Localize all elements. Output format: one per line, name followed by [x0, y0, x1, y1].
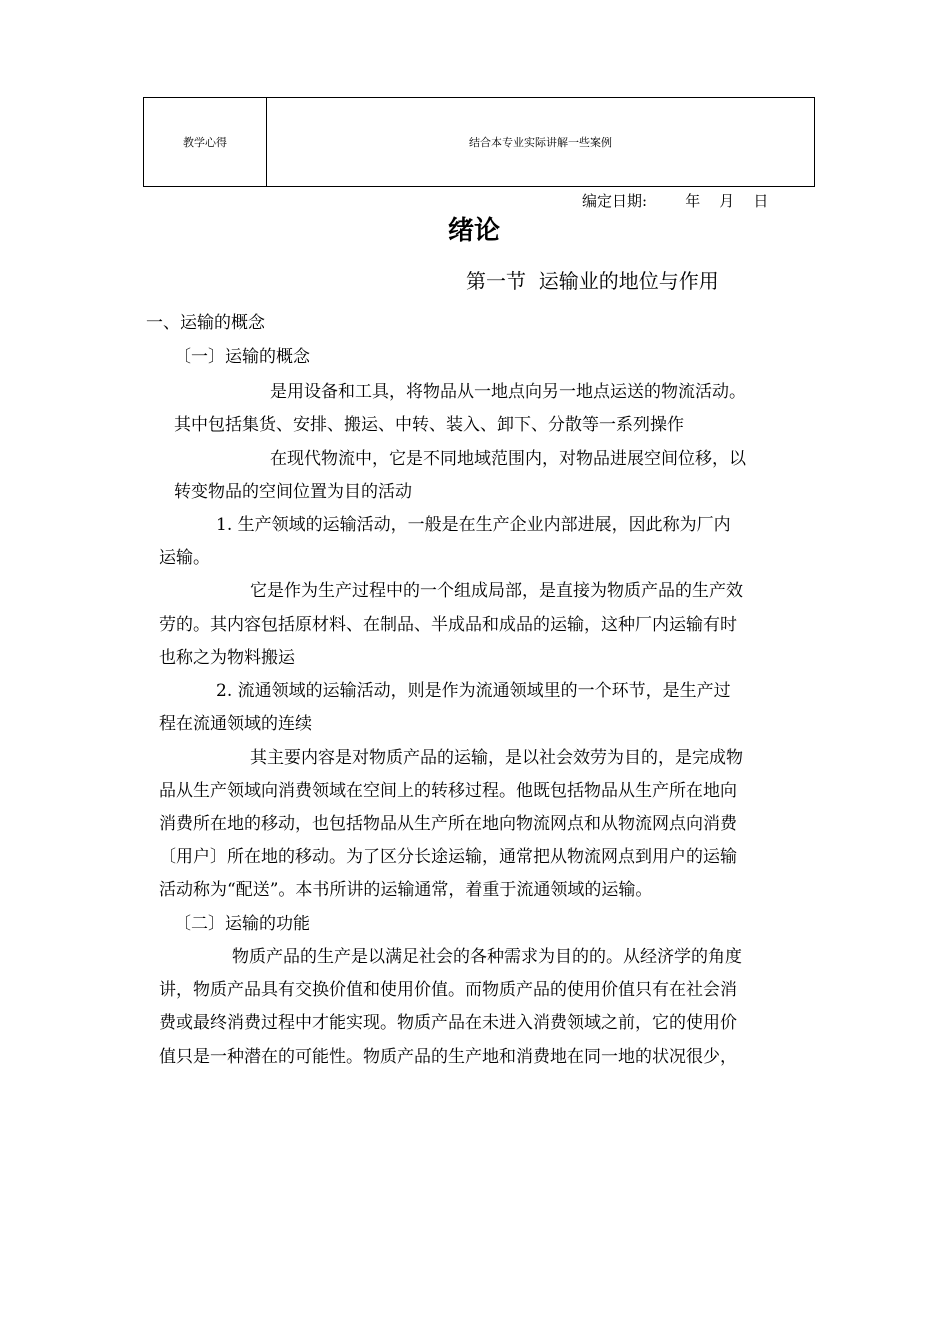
text-line: 其中包括集货、安排、搬运、中转、装入、卸下、分散等一系列操作	[174, 415, 684, 435]
table-label-cell: 教学心得	[144, 98, 267, 186]
text-line: 品从生产领域向消费领域在空间上的转移过程。他既包括物品从生产所在地向	[159, 781, 737, 801]
text-line: 消费所在地的移动，也包括物品从生产所在地向物流网点和从物流网点向消费	[159, 814, 737, 834]
text-line: 也称之为物料搬运	[159, 648, 295, 668]
heading-line: 一、运输的概念	[146, 313, 265, 333]
text-line: 讲，物质产品具有交换价值和使用价值。而物质产品的使用价值只有在社会消	[159, 980, 737, 1000]
text-line: 2. 流通领域的运输活动，则是作为流通领域里的一个环节，是生产过	[216, 681, 731, 701]
text-line: 活动称为“配送”。本书所讲的运输通常，着重于流通领域的运输。	[159, 880, 653, 900]
page-title: 绪论	[448, 216, 501, 246]
subheading-line: 〔二〕运输的功能	[174, 914, 310, 934]
text-line: 程在流通领域的连续	[159, 714, 312, 734]
text-line: 它是作为生产过程中的一个组成局部，是直接为物质产品的生产效	[250, 581, 743, 601]
text-line: 是用设备和工具，将物品从一地点向另一地点运送的物流活动。	[270, 382, 746, 402]
subheading-line: 〔一〕运输的概念	[174, 347, 310, 367]
text-line: 1. 生产领域的运输活动，一般是在生产企业内部进展，因此称为厂内	[216, 515, 731, 535]
text-line: 其主要内容是对物质产品的运输，是以社会效劳为目的，是完成物	[250, 748, 743, 768]
section-title: 第一节 运输业的地位与作用	[466, 269, 719, 293]
table-content-cell: 结合本专业实际讲解一些案例	[469, 136, 612, 149]
date-line: 编定日期: 年 月 日	[582, 192, 769, 210]
text-line: 转变物品的空间位置为目的活动	[174, 482, 412, 502]
text-line: 值只是一种潜在的可能性。物质产品的生产地和消费地在同一地的状况很少，	[159, 1047, 737, 1067]
text-line: 劳的。其内容包括原材料、在制品、半成品和成品的运输，这种厂内运输有时	[159, 615, 737, 635]
text-line: 〔用户〕所在地的移动。为了区分长途运输，通常把从物流网点到用户的运输	[159, 847, 737, 867]
info-table	[143, 97, 815, 187]
text-line: 在现代物流中，它是不同地域范围内，对物品进展空间位移，以	[270, 449, 746, 469]
text-line: 费或最终消费过程中才能实现。物质产品在未进入消费领域之前，它的使用价	[159, 1013, 737, 1033]
text-line: 物质产品的生产是以满足社会的各种需求为目的的。从经济学的角度	[232, 947, 742, 967]
text-line: 运输。	[159, 548, 210, 568]
